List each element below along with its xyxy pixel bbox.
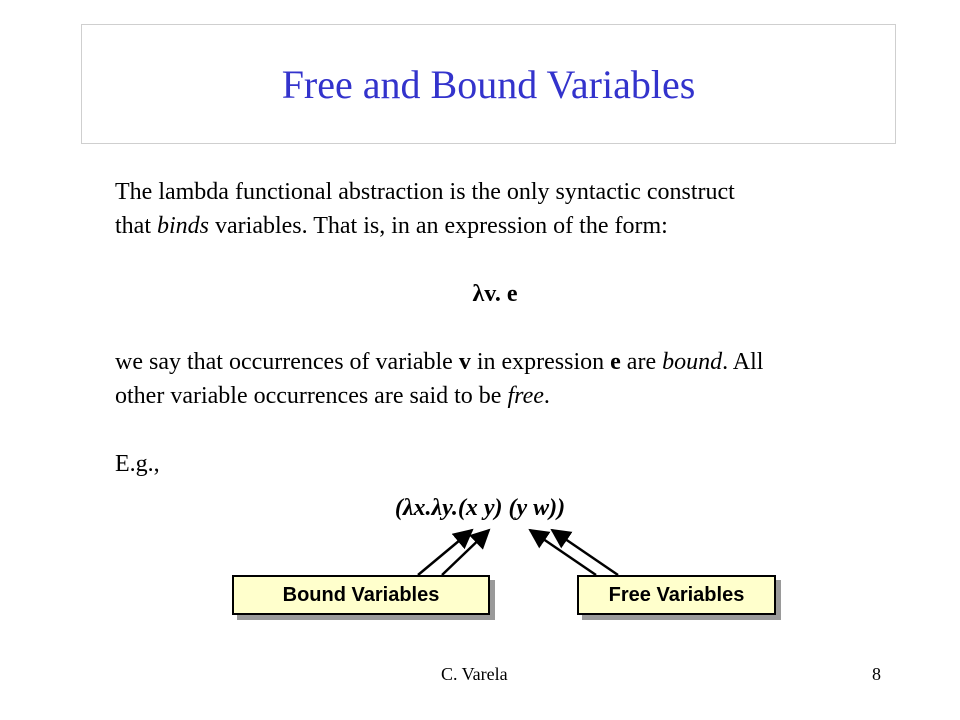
intro-line-2-start: that: [115, 213, 157, 239]
explanation-line-2-start: other variable occurrences are said to be: [115, 383, 508, 409]
footer-author: C. Varela: [441, 664, 508, 684]
explanation-text-d: . All: [722, 349, 764, 375]
intro-line-1: The lambda functional abstraction is the only syntactic construct: [115, 179, 735, 205]
slide-title: Free and Bound Variables: [281, 61, 696, 107]
explanation-line-2-end: .: [543, 383, 550, 409]
explanation-text-c: are: [620, 349, 663, 375]
explanation-text-b: in expression: [470, 349, 611, 375]
free-emphasis: free: [507, 383, 544, 409]
binds-emphasis: binds: [157, 213, 210, 239]
free-variables-label: Free Variables: [577, 575, 776, 615]
example-expression: (λx.λy.(x y) (y w)): [394, 495, 566, 521]
variable-v: v: [458, 349, 471, 375]
lambda-form: λv. e: [472, 281, 518, 307]
explanation-text-a: we say that occurrences of variable: [115, 349, 459, 375]
bound-emphasis: bound: [662, 349, 723, 375]
example-label: E.g.,: [115, 451, 160, 477]
page-number: 8: [872, 664, 881, 684]
expression-e: e: [610, 349, 621, 375]
bound-variables-label: Bound Variables: [232, 575, 490, 615]
intro-line-2-end: variables. That is, in an expression of the form:: [209, 213, 668, 239]
